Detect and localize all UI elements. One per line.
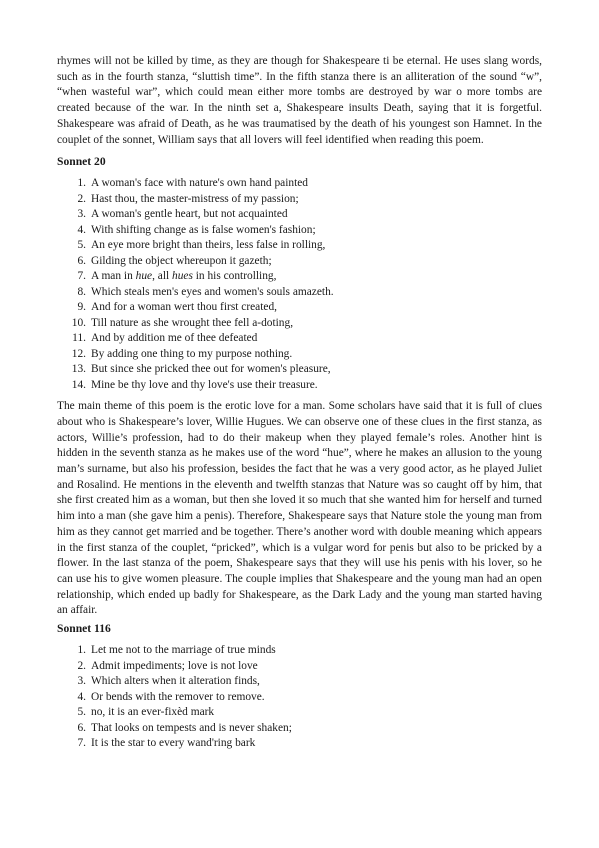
line-number: 1. bbox=[77, 644, 86, 657]
poem-line bbox=[57, 254, 542, 270]
line-number: 6. bbox=[77, 721, 86, 734]
line-number: 3. bbox=[77, 208, 86, 221]
line-text: And by addition me of thee defeated bbox=[91, 332, 258, 345]
poem-line bbox=[57, 690, 542, 706]
sonnet-20-lines bbox=[57, 176, 542, 393]
poem-line bbox=[57, 269, 542, 285]
poem-line bbox=[57, 331, 542, 347]
poem-line bbox=[57, 378, 542, 394]
line-text: And for a woman wert thou first created, bbox=[91, 301, 277, 314]
line-text: With shifting change as is false women's fashion; bbox=[91, 223, 316, 236]
line-text: Admit impediments; love is not love bbox=[91, 659, 258, 672]
line-number: 9. bbox=[77, 301, 86, 314]
line-number: 11. bbox=[72, 332, 86, 345]
poem-line bbox=[57, 347, 542, 363]
line-text: Hast thou, the master-mistress of my passion; bbox=[91, 192, 299, 205]
poem-line bbox=[57, 736, 542, 752]
poem-line bbox=[57, 192, 542, 208]
line-number: 13. bbox=[71, 363, 86, 376]
line-text: Mine be thy love and thy love's use their treasure. bbox=[91, 378, 318, 391]
line-number: 6. bbox=[77, 254, 86, 267]
poem-line bbox=[57, 300, 542, 316]
poem-line bbox=[57, 362, 542, 378]
paragraph-sonnet-20-analysis: The main theme of this poem is the erotic love for a man. Some scholars have said that it is full of clues about who is Shakespeare’s lover, Willie Hugues. We can observe one of these clues in the first stanza, as actors, Willie’s profession, had to do their makeup when they played female’s roles. Another hint is hidden in the seventh stanza as he makes use of the word “hue”, where he makes an allusion to the young man’s surname, but also his profession, besides the fact that he was a very good actor, as he played Juliet and Rosalind. He mentions in the eleventh and twelfth stanzas that Nature was so caught off by him, that she first created him as a woman, but then she loved it so much that she wanted him for herself and turned him into a man (she gave him a penis). Therefore, Shakespeare says that Nature stole the young man from him as they cannot get married and be together. There’s another word with double meaning which appears in the first stanza of the couplet, “pricked”, which is a vulgar word for penis but also to be pricked by a flower. In the last stanza of the poem, Shakespeare says that they will use his penis with his lover, so he can use his to give women pleasure. The couple implies that Shakespeare and the young man had an open relationship, which ended up badly for Shakespeare, as the Dark Lady and the young man started having an affair. bbox=[57, 400, 542, 617]
poem-line bbox=[57, 207, 542, 223]
line-number: 4. bbox=[77, 690, 86, 703]
paragraph-sonnet-55-analysis: rhymes will not be killed by time, as they are though for Shakespeare ti be eternal. He uses slang words, such as in the fourth stanza, “sluttish time”. In the fifth stanza there is an alliteration of the sound “w”, “when wasteful war”, which could mean either more tombs are destroyed by war o more tombs are created because of the war. In the ninth set a, Shakespeare insults Death, saying that it is forgetful. Shakespeare was afraid of Death, as he was traumatised by the death of his youngest son Hamnet. In the couplet of the sonnet, William says that all lovers will feel identified when reading this poem. bbox=[57, 55, 542, 146]
line-number: 3. bbox=[77, 675, 86, 688]
line-text-mid: , all bbox=[152, 270, 173, 283]
line-number: 14. bbox=[71, 378, 86, 391]
line-text: Which steals men's eyes and women's souls amazeth. bbox=[91, 285, 334, 298]
sonnet-116-lines bbox=[57, 643, 542, 752]
poem-line bbox=[57, 285, 542, 301]
italic-word-hues: hues bbox=[172, 270, 193, 283]
poem-line bbox=[57, 238, 542, 254]
line-number: 1. bbox=[77, 177, 86, 190]
line-number: 2. bbox=[77, 192, 86, 205]
line-number: 8. bbox=[77, 285, 86, 298]
poem-line bbox=[57, 721, 542, 737]
line-text: A woman's gentle heart, but not acquainted bbox=[91, 208, 288, 221]
poem-line bbox=[57, 674, 542, 690]
line-text: Gilding the object whereupon it gazeth; bbox=[91, 254, 272, 267]
line-number: 7. bbox=[77, 270, 86, 283]
document-page bbox=[57, 54, 542, 752]
heading-sonnet-116: Sonnet 116 bbox=[57, 622, 111, 636]
line-text: Let me not to the marriage of true minds bbox=[91, 644, 276, 657]
line-text: no, it is an ever-fixèd mark bbox=[91, 706, 215, 719]
line-number: 7. bbox=[77, 737, 86, 750]
line-number: 5. bbox=[77, 706, 86, 719]
line-text: By adding one thing to my purpose nothing. bbox=[91, 347, 293, 360]
poem-line bbox=[57, 643, 542, 659]
line-text: Which alters when it alteration finds, bbox=[91, 675, 260, 688]
line-number: 10. bbox=[71, 316, 86, 329]
line-text: That looks on tempests and is never shaken; bbox=[91, 721, 292, 734]
line-number: 12. bbox=[71, 347, 86, 360]
line-text: An eye more bright than theirs, less false in rolling, bbox=[91, 239, 326, 252]
poem-line bbox=[57, 176, 542, 192]
poem-line bbox=[57, 223, 542, 239]
italic-word-hue: hue bbox=[135, 270, 153, 283]
line-text: But since she pricked thee out for women's pleasure, bbox=[91, 363, 331, 376]
line-text: Or bends with the remover to remove. bbox=[91, 690, 265, 703]
line-number: 4. bbox=[77, 223, 86, 236]
line-text: Till nature as she wrought thee fell a-doting, bbox=[91, 316, 294, 329]
poem-line bbox=[57, 659, 542, 675]
poem-line bbox=[57, 705, 542, 721]
line-text: A woman's face with nature's own hand painted bbox=[91, 177, 308, 190]
line-text-post: in his controlling, bbox=[192, 270, 277, 283]
line-number: 5. bbox=[77, 239, 86, 252]
line-number: 2. bbox=[77, 659, 86, 672]
heading-sonnet-20: Sonnet 20 bbox=[57, 155, 106, 169]
line-text: It is the star to every wand'ring bark bbox=[91, 737, 256, 750]
poem-line bbox=[57, 316, 542, 332]
line-text-pre: A man in bbox=[91, 270, 136, 283]
